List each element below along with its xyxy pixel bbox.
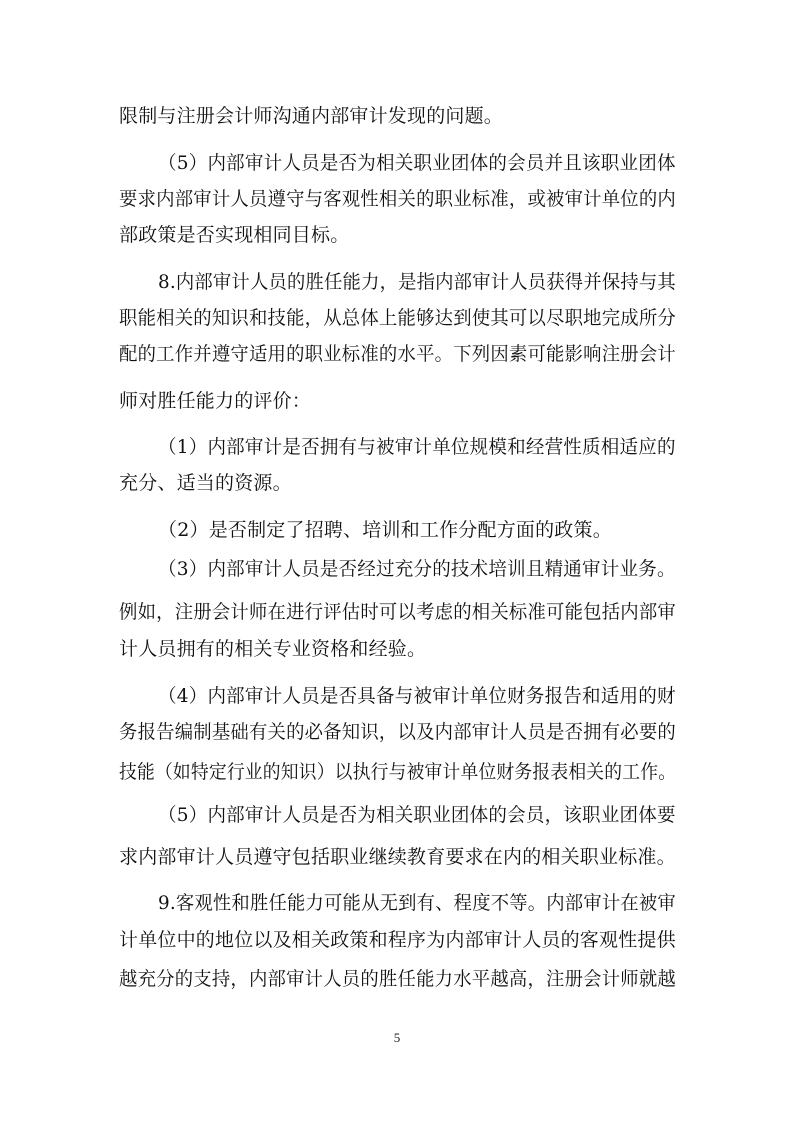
text-line: （5）内部审计人员是否为相关职业团体的会员并且该职业团体 bbox=[158, 152, 676, 174]
text-line: 求内部审计人员遵守包括职业继续教育要求在内的相关职业标准。 bbox=[119, 846, 676, 868]
text-line: 要求内部审计人员遵守与客观性相关的职业标准，或被审计单位的内 bbox=[119, 188, 677, 210]
text-line: 计单位中的地位以及相关政策和程序为内部审计人员的客观性提供 bbox=[119, 929, 676, 951]
text-line: 部政策是否实现相同目标。 bbox=[119, 224, 350, 246]
text-line: 8.内部审计人员的胜任能力，是指内部审计人员获得并保持与其 bbox=[158, 271, 676, 293]
text-line: 配的工作并遵守适用的职业标准的水平。下列因素可能影响注册会计 bbox=[119, 343, 677, 365]
text-line: 充分、适当的资源。 bbox=[119, 472, 292, 494]
text-line: 计人员拥有的相关专业资格和经验。 bbox=[119, 638, 427, 660]
text-line: （1）内部审计是否拥有与被审计单位规模和经营性质相适应的 bbox=[158, 436, 676, 458]
text-line: （5）内部审计人员是否为相关职业团体的会员，该职业团体要 bbox=[158, 804, 676, 826]
text-line: 技能（如特定行业的知识）以执行与被审计单位财务报表相关的工作。 bbox=[119, 761, 677, 783]
text-line: 越充分的支持，内部审计人员的胜任能力水平越高，注册会计师就越 bbox=[119, 968, 677, 990]
text-line: 9.客观性和胜任能力可能从无到有、程度不等。内部审计在被审 bbox=[158, 892, 676, 914]
text-line: （3）内部审计人员是否经过充分的技术培训且精通审计业务。 bbox=[158, 558, 676, 580]
text-line: （2）是否制定了招聘、培训和工作分配方面的政策。 bbox=[158, 519, 612, 541]
text-line: 务报告编制基础有关的必备知识，以及内部审计人员是否拥有必要的 bbox=[119, 721, 677, 743]
page-number: 5 bbox=[393, 1030, 401, 1045]
text-line: 例如，注册会计师在进行评估时可以考虑的相关标准可能包括内部审 bbox=[119, 601, 677, 623]
text-line: （4）内部审计人员是否具备与被审计单位财务报告和适用的财 bbox=[158, 685, 676, 707]
text-line: 限制与注册会计师沟通内部审计发现的问题。 bbox=[119, 105, 504, 127]
text-line: 师对胜任能力的评价： bbox=[119, 390, 312, 412]
text-line: 职能相关的知识和技能，从总体上能够达到使其可以尽职地完成所分 bbox=[119, 307, 677, 329]
